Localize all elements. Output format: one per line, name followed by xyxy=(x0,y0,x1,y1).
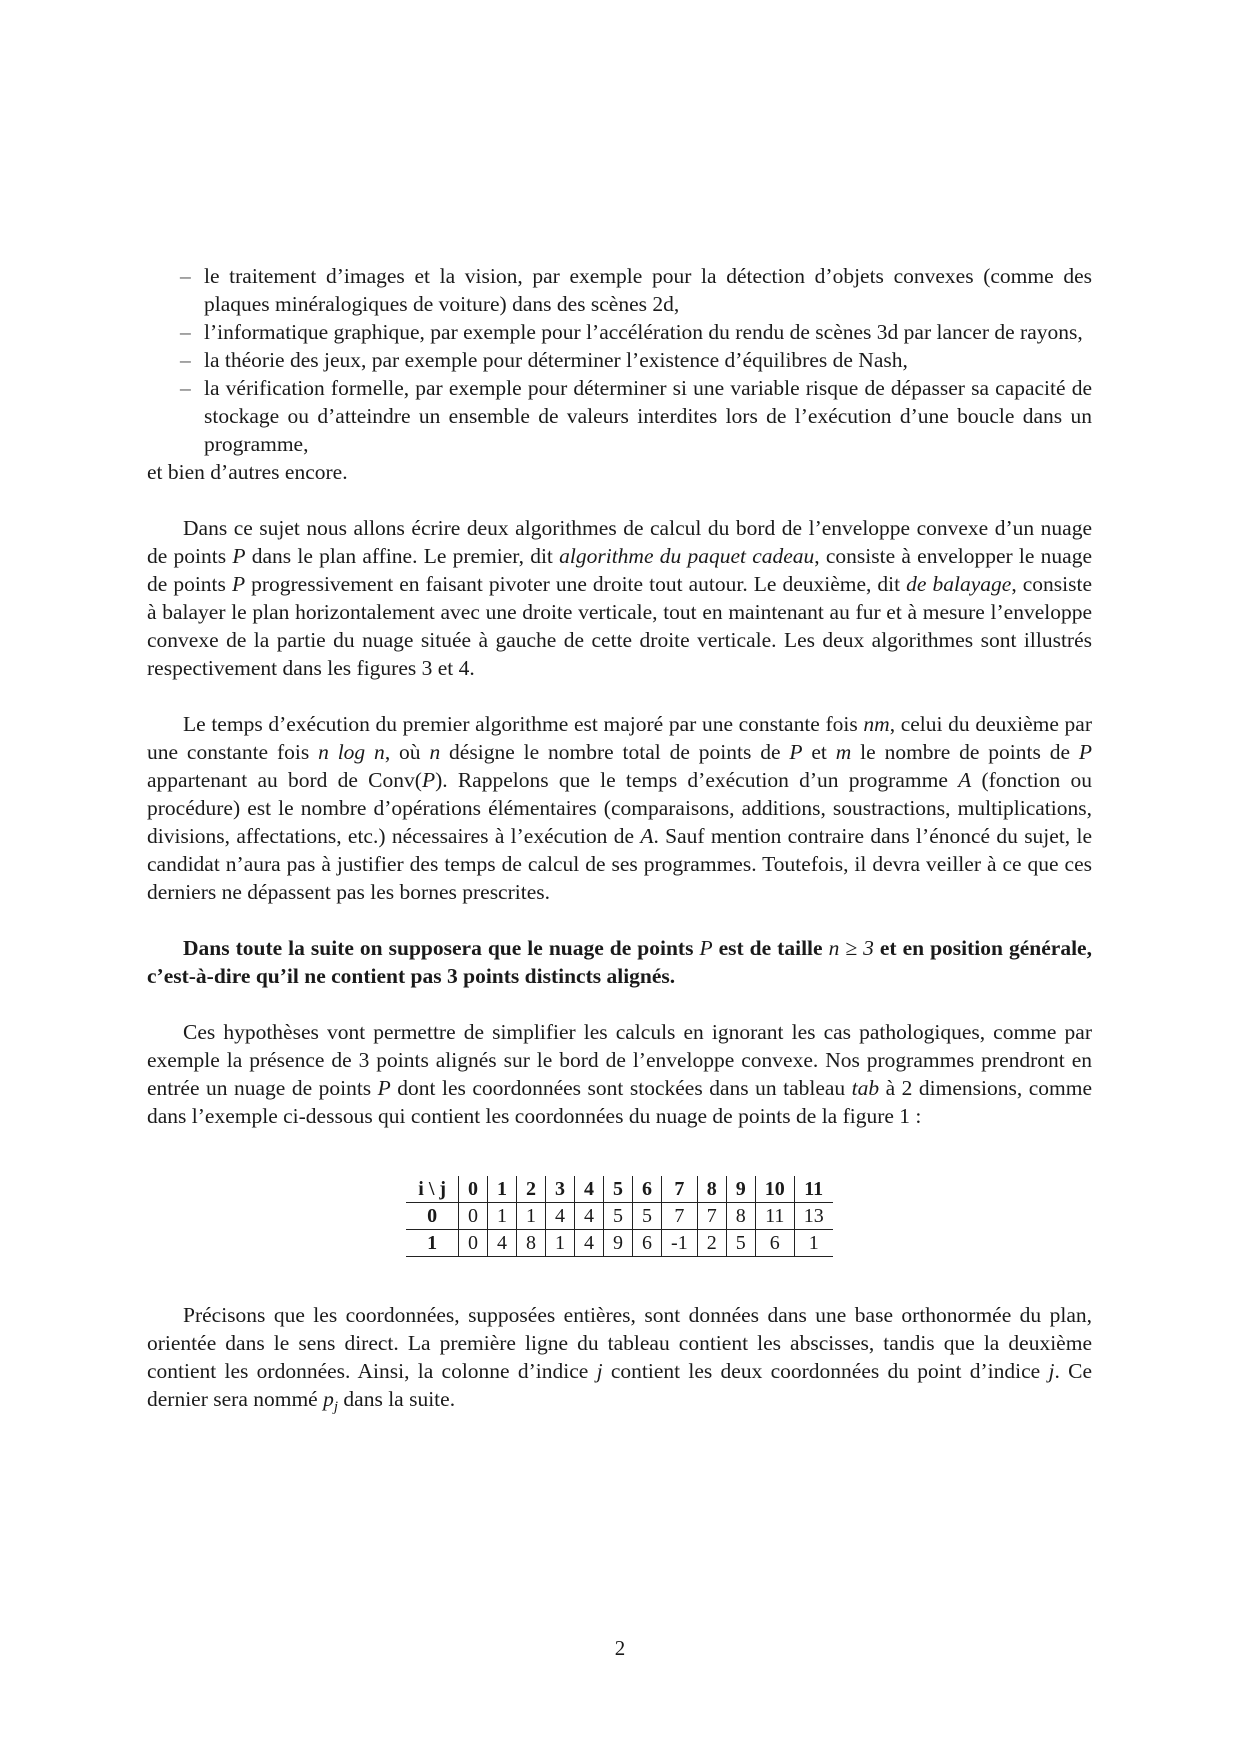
applications-list xyxy=(147,262,1092,458)
paragraph-assumption: Dans toute la suite on supposera que le nuage de points P est de taille n ≥ 3 et en position générale, c’est-à-dire qu’il ne contient pas 3 points distincts alignés. xyxy=(147,936,1092,988)
table-cell: 5 xyxy=(633,1203,662,1230)
table-cell: 8 xyxy=(726,1203,755,1230)
column-header: 4 xyxy=(575,1176,604,1203)
list-item: – la théorie des jeux, par exemple pour déterminer l’existence d’équilibres de Nash, xyxy=(180,346,1092,374)
table-cell: 11 xyxy=(755,1203,794,1230)
column-header: 8 xyxy=(697,1176,726,1203)
column-header: 0 xyxy=(459,1176,488,1203)
table-row xyxy=(406,1203,832,1230)
column-header: 11 xyxy=(794,1176,833,1203)
table-cell: 1 xyxy=(488,1203,517,1230)
paragraph-coordinates: Précisons que les coordonnées, supposées entières, sont données dans une base orthonormée du plan, orientée dans le sens direct. La première ligne du tableau contient les abscisses, tandis que la deuxième contient les ordonnées. Ainsi, la colonne d’indice j contient les deux coordonnées du point d’indice j. Ce dernier sera nommé $p_j$ dans la suite. xyxy=(147,1303,1092,1416)
table-cell: 4 xyxy=(575,1203,604,1230)
coordinates-table xyxy=(406,1176,832,1257)
row-header: 1 xyxy=(406,1230,458,1257)
table-cell: 7 xyxy=(662,1203,698,1230)
table-cell: 4 xyxy=(546,1203,575,1230)
paragraph-algorithms: Dans ce sujet nous allons écrire deux algorithmes de calcul du bord de l’enveloppe convexe d’un nuage de points P dans le plan affine. Le premier, dit algorithme du paquet cadeau, consiste à envelopper le nuage de points P progressivement en faisant pivoter une droite tout autour. Le deuxième, dit de balayage, consiste à balayer le plan horizontalement avec une droite verticale, tout en maintenant au fur et à mesure l’enveloppe convexe de la partie du nuage située à gauche de cette droite verticale. Les deux algorithmes sont illustrés respectivement dans les figures 3 et 4. xyxy=(147,516,1092,680)
table-cell: 5 xyxy=(604,1203,633,1230)
column-header: 6 xyxy=(633,1176,662,1203)
row-header: 0 xyxy=(406,1203,458,1230)
coordinates-table-wrap xyxy=(147,1176,1092,1257)
table-cell: 0 xyxy=(459,1230,488,1257)
table-cell: 6 xyxy=(633,1230,662,1257)
list-item: – le traitement d’images et la vision, par exemple pour la détection d’objets convexes (comme des plaques minéralogiques de voiture) dans des scènes 2d, xyxy=(180,262,1092,318)
after-list-text: et bien d’autres encore. xyxy=(147,460,348,484)
table-cell: -1 xyxy=(662,1230,698,1257)
page-number: 2 xyxy=(614,1636,626,1660)
page-content xyxy=(147,262,1092,1421)
table-cell: 1 xyxy=(794,1230,833,1257)
list-item: – l’informatique graphique, par exemple pour l’accélération du rendu de scènes 3d par lancer de rayons, xyxy=(180,318,1092,346)
paragraph-input: Ces hypothèses vont permettre de simplifier les calculs en ignorant les cas pathologiques, comme par exemple la présence de 3 points alignés sur le bord de l’enveloppe convexe. Nos programmes prendront en entrée un nuage de points P dont les coordonnées sont stockées dans un tableau tab à 2 dimensions, comme dans l’exemple ci-dessous qui contient les coordonnées du nuage de points de la figure 1 : xyxy=(147,1020,1093,1128)
column-header: 2 xyxy=(517,1176,546,1203)
column-header: 5 xyxy=(604,1176,633,1203)
table-cell: 5 xyxy=(726,1230,755,1257)
paragraph-complexity: Le temps d’exécution du premier algorithme est majoré par une constante fois nm, celui du deuxième par une constante fois n log n, où n désigne le nombre total de points de P et m le nombre de points de P appartenant au bord de Conv(P). Rappelons que le temps d’exécution d’un programme A (fonction ou procédure) est le nombre d’opérations élémentaires (comparaisons, additions, soustractions, multiplications, divisions, affectations, etc.) nécessaires à l’exécution de A. Sauf mention contraire dans l’énoncé du sujet, le candidat n’aura pas à justifier des temps de calcul de ses programmes. Toutefois, il devra veiller à ce que ces derniers ne dépassent pas les bornes prescrites. xyxy=(147,712,1093,904)
table-cell: 4 xyxy=(488,1230,517,1257)
table-cell: 8 xyxy=(517,1230,546,1257)
table-cell: 2 xyxy=(697,1230,726,1257)
table-row xyxy=(406,1230,832,1257)
column-header: 1 xyxy=(488,1176,517,1203)
column-header: 9 xyxy=(726,1176,755,1203)
table-corner-cell: i \ j xyxy=(406,1176,458,1203)
column-header: 3 xyxy=(546,1176,575,1203)
table-cell: 1 xyxy=(546,1230,575,1257)
table-cell: 13 xyxy=(794,1203,833,1230)
table-cell: 0 xyxy=(459,1203,488,1230)
column-header: 10 xyxy=(755,1176,794,1203)
table-cell: 4 xyxy=(575,1230,604,1257)
table-cell: 1 xyxy=(517,1203,546,1230)
table-cell: 6 xyxy=(755,1230,794,1257)
table-header-row xyxy=(406,1176,832,1203)
table-cell: 7 xyxy=(697,1203,726,1230)
table-cell: 9 xyxy=(604,1230,633,1257)
column-header: 7 xyxy=(662,1176,698,1203)
list-item: – la vérification formelle, par exemple pour déterminer si une variable risque de dépasser sa capacité de stockage ou d’atteindre un ensemble de valeurs interdites lors de l’exécution d’une boucle dans un programme, xyxy=(180,374,1092,458)
